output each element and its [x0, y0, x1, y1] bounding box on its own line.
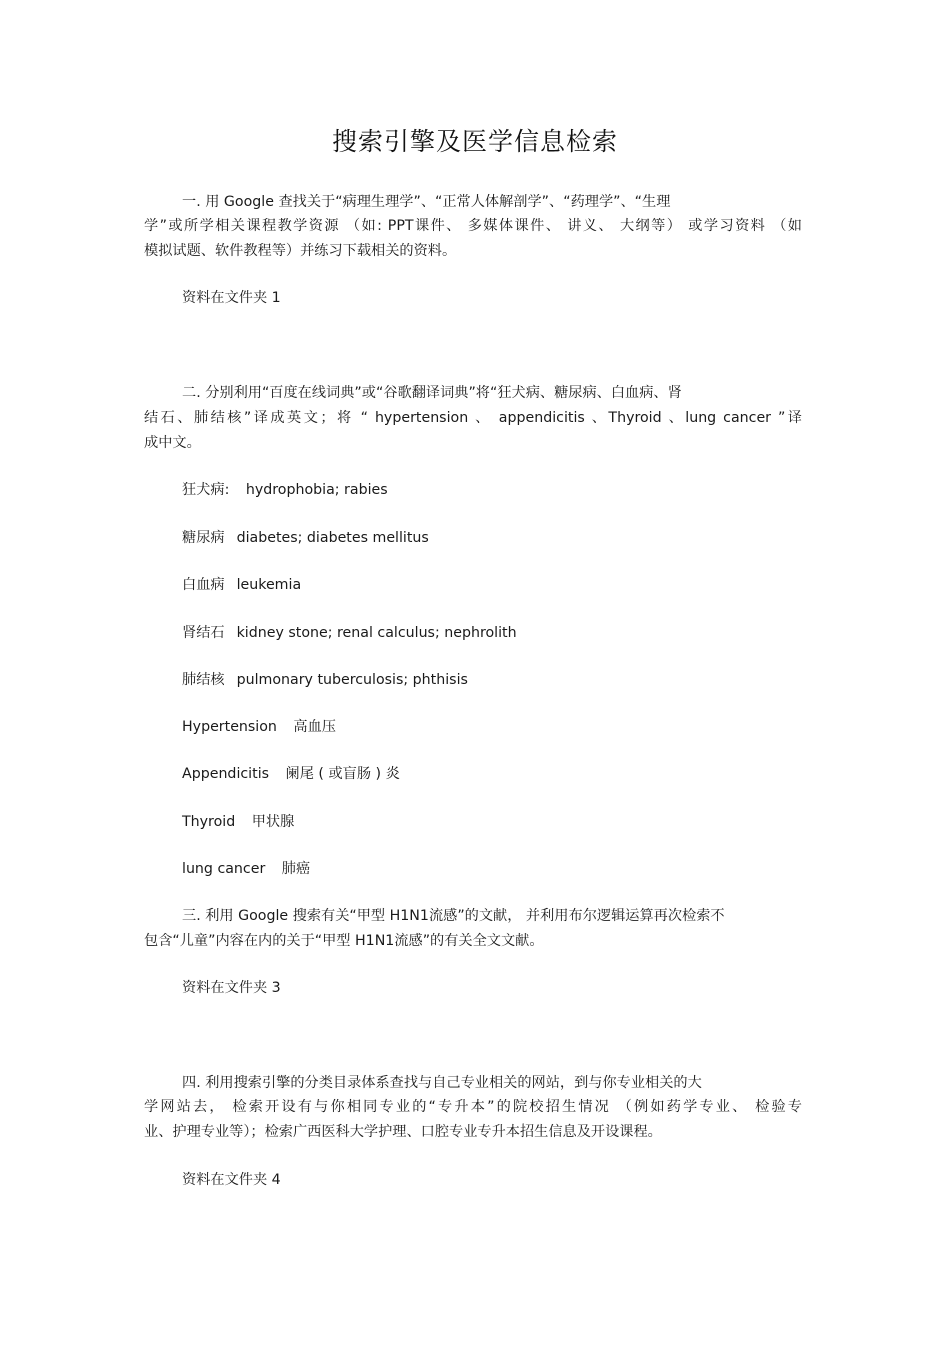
- term-row: [182, 765, 400, 783]
- q3-line-1: 三. 利用 Google 搜索有关“甲型 H1N1流感”的文献， 并利用布尔逻辑运算再次检索不: [182, 908, 725, 924]
- term-row: [182, 624, 517, 642]
- term-label: 肺结核: [182, 672, 225, 688]
- term-row: [182, 813, 294, 831]
- q3-line-2: 包含“儿童”内容在内的关于“甲型 H1N1流感”的有关全文文献。: [144, 933, 544, 949]
- term-label: 狂犬病:: [182, 482, 230, 498]
- term-row: [182, 671, 468, 689]
- q4-line-1: 四. 利用搜索引擎的分类目录体系查找与自己专业相关的网站，到与你专业相关的大: [182, 1075, 702, 1091]
- q3-note: 资料在文件夹 3: [182, 980, 281, 996]
- term-row: [182, 576, 301, 594]
- term-row: [182, 529, 429, 547]
- page-title: 搜索引擎及医学信息检索: [331, 127, 618, 156]
- term-translation: leukemia: [236, 577, 302, 593]
- q2-line-2: 结石、肺结核”译成英文；将 “ hypertension 、 appendicitis 、Thyroid 、lung cancer ”译: [144, 410, 802, 426]
- term-row: [182, 718, 336, 736]
- term-label: 白血病: [182, 577, 225, 593]
- q1-note: 资料在文件夹 1: [182, 290, 281, 306]
- term-label: Hypertension: [182, 719, 277, 735]
- q2-line-3: 成中文。: [144, 435, 201, 451]
- q2-line-1: 二. 分别利用“百度在线词典”或“谷歌翻译词典”将“狂犬病、糖尿病、白血病、肾: [182, 385, 682, 401]
- term-label: lung cancer: [182, 861, 266, 877]
- term-row: [182, 860, 310, 878]
- term-translation: 甲状腺: [247, 814, 295, 830]
- term-row: [182, 481, 388, 499]
- q1-line-1: 一. 用 Google 查找关于“病理生理学”、“正常人体解剖学”、“药理学”、“生理: [182, 194, 671, 210]
- term-label: 糖尿病: [182, 530, 225, 546]
- term-label: 肾结石: [182, 625, 225, 641]
- q4-note: 资料在文件夹 4: [182, 1172, 281, 1188]
- q4-line-3: 业、护理专业等）；检索广西医科大学护理、口腔专业专升本招生信息及开设课程。: [144, 1124, 662, 1140]
- term-translation: 高血压: [288, 719, 336, 735]
- term-translation: 肺癌: [277, 861, 311, 877]
- term-translation: diabetes; diabetes mellitus: [236, 530, 429, 546]
- q1-line-2: 学”或所学相关课程教学资源 （如: PPT课件、 多媒体课件、 讲义、 大纲等） 或学习资料 （如: [144, 218, 802, 234]
- term-translation: hydrophobia; rabies: [241, 482, 388, 498]
- q1-line-3: 模拟试题、软件教程等）并练习下载相关的资料。: [144, 243, 457, 259]
- term-translation: pulmonary tuberculosis; phthisis: [236, 672, 468, 688]
- term-label: Appendicitis: [182, 766, 270, 782]
- term-translation: 阑尾 ( 或盲肠 ) 炎: [281, 766, 400, 782]
- term-label: Thyroid: [182, 814, 236, 830]
- term-translation: kidney stone; renal calculus; nephrolith: [236, 625, 517, 641]
- q4-line-2: 学网站去， 检索开设有与你相同专业的“专升本”的院校招生情况 （例如药学专业、 检验专: [144, 1099, 802, 1115]
